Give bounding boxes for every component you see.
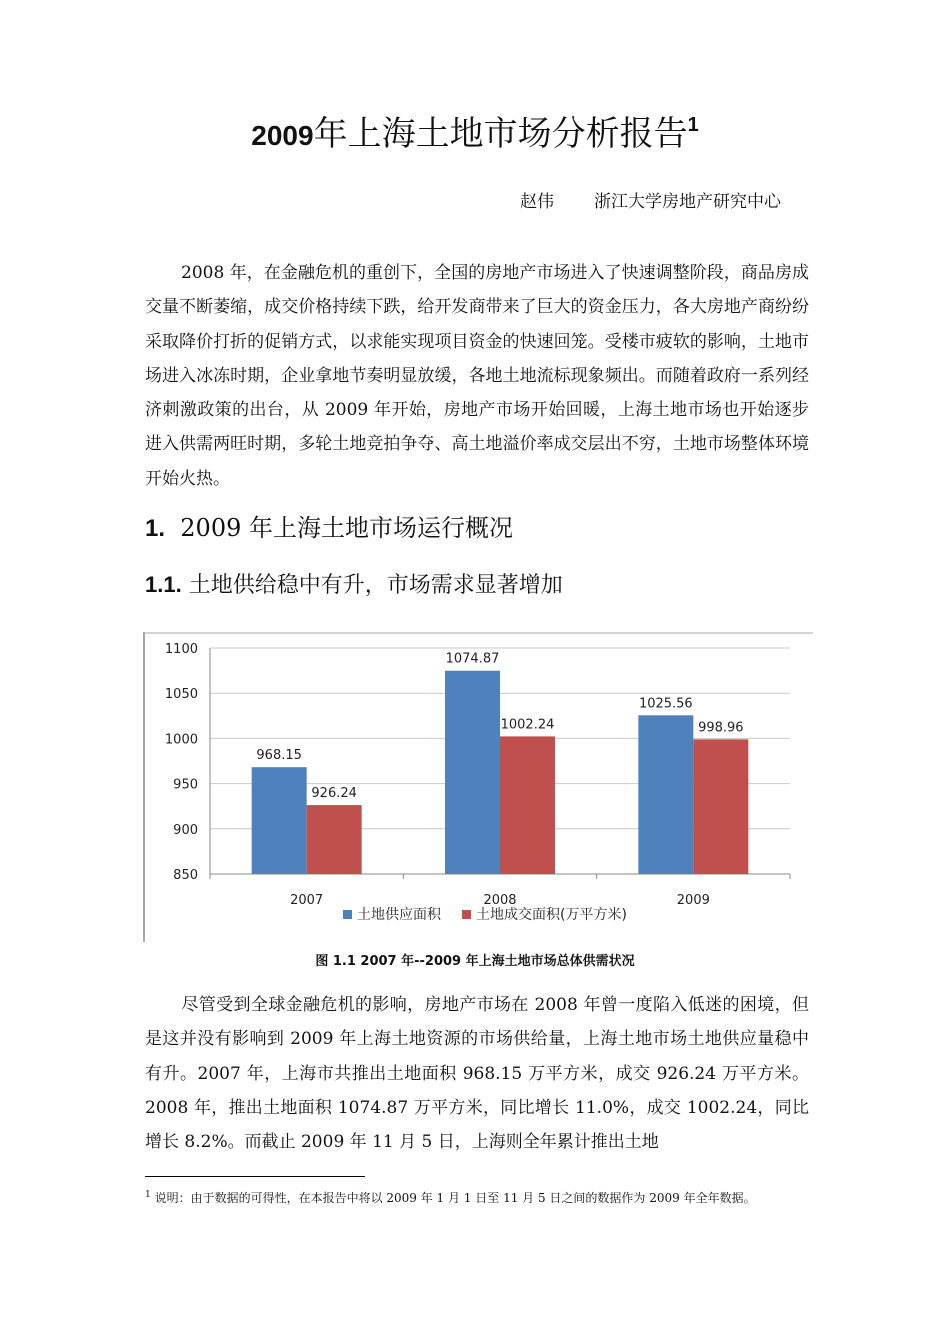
section-title: 2009 年上海土地市场运行概况 — [180, 514, 513, 542]
bar-transaction — [693, 739, 748, 874]
footnote-mark: 1 — [145, 1190, 151, 1200]
footnote-divider — [145, 1176, 365, 1177]
data-label: 1025.56 — [638, 696, 693, 712]
title-footnote-mark[interactable]: 1 — [687, 114, 699, 136]
bar-supply — [638, 715, 693, 874]
intro-paragraph — [145, 256, 809, 496]
x-tick-label: 2007 — [290, 893, 324, 908]
bar-chart-svg — [143, 632, 813, 942]
title-text: 年上海土地市场分析报告 — [313, 114, 688, 154]
y-tick-label: 950 — [173, 777, 198, 793]
data-label: 1074.87 — [445, 651, 500, 667]
y-tick-label: 900 — [173, 822, 198, 838]
legend-label: 土地成交面积(万平方米) — [476, 907, 627, 923]
bar-supply — [252, 767, 307, 874]
data-label: 1002.24 — [500, 717, 555, 733]
section-number: 1. — [145, 515, 166, 542]
bar-supply — [445, 671, 500, 874]
data-label: 968.15 — [256, 748, 302, 764]
data-label: 998.96 — [698, 720, 744, 736]
x-tick-label: 2009 — [676, 893, 710, 908]
intro-paragraph-text: 2008 年，在金融危机的重创下，全国的房地产市场进入了快速调整阶段，商品房成交量不断萎缩，成交价格持续下跌，给开发商带来了巨大的资金压力，各大房地产商纷纷采取降价打折的促销方式，以求能实现项目资金的快速回笼。受楼市疲软的影响，土地市场进入冰冻时期，企业拿地节奏明显放缓，各地土地流标现象频出。而随着政府一系列经济刺激政策的出台，从 2009 年开始，房地产市场开始回暖，上海土地市场也开始逐步进入供需两旺时期，多轮土地竞拍争夺、高土地溢价率成交层出不穷，土地市场整体环境开始火热。 — [145, 263, 809, 489]
y-tick-label: 1100 — [164, 642, 198, 657]
title-year: 2009 — [251, 120, 314, 151]
subsection-title: 土地供给稳中有升，市场需求显著增加 — [188, 573, 563, 598]
section-heading-1-1 — [145, 567, 563, 604]
body-paragraph — [145, 988, 809, 1159]
footnote — [145, 1184, 809, 1209]
bar-transaction — [500, 736, 555, 874]
y-tick-label: 850 — [173, 868, 198, 883]
bar-transaction — [307, 805, 362, 874]
legend-swatch-transaction — [462, 910, 471, 919]
footnote-text: 说明：由于数据的可得性，在本报告中将以 2009 年 1 月 1 日至 11 月 5 日之间的数据作为 2009 年全年数据。 — [154, 1191, 756, 1205]
section-heading-1 — [145, 510, 513, 547]
author-name: 赵伟 — [520, 192, 554, 212]
legend-label: 土地供应面积 — [357, 907, 441, 923]
body-paragraph-text: 尽管受到全球金融危机的影响，房地产市场在 2008 年曾一度陷入低迷的困境，但是这并没有影响到 2009 年上海土地资源的市场供给量，上海土地市场土地供应量稳中有升。2007 年，上海市共推出土地面积 968.15 万平方米，成交 926.24 万平方米。2008 年，推出土地面积 1074.87 万平方米，同比增长 11.0%，成交 1002.24，同比增长 8.2%。而截止 2009 年 11 月 5 日，上海则全年累计推出土地 — [145, 995, 809, 1153]
figure-caption: 图 1.1 2007 年--2009 年上海土地市场总体供需状况 — [315, 954, 635, 969]
y-tick-label: 1000 — [164, 732, 198, 748]
legend-swatch-supply — [343, 910, 352, 919]
data-label: 926.24 — [311, 786, 357, 802]
y-tick-label: 1050 — [164, 687, 198, 703]
author-affiliation: 浙江大学房地产研究中心 — [594, 192, 781, 212]
author-line — [520, 190, 781, 214]
bar-chart — [143, 632, 813, 942]
document-title — [0, 100, 950, 161]
x-tick-label: 2008 — [483, 893, 517, 908]
subsection-number: 1.1. — [145, 572, 182, 597]
